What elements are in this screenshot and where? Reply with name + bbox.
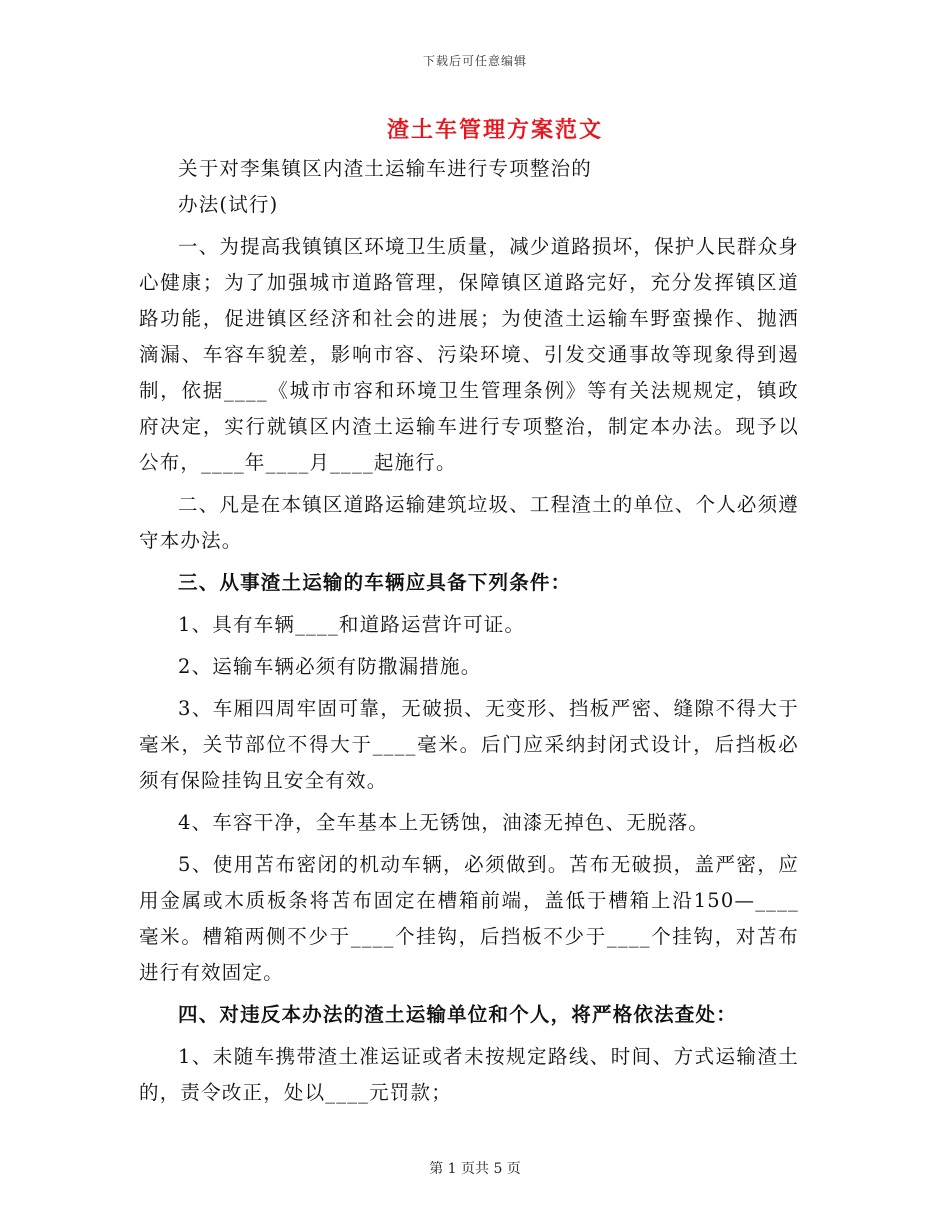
list-item-4-1: 1、未随车携带渣土准运证或者未按规定路线、时间、方式运输渣土的，责令改正，处以____元罚款； — [139, 1045, 799, 1104]
list-item-3-4: 4、车容干净，全车基本上无锈蚀，油漆无掉色、无脱落。 — [178, 811, 710, 834]
page-number: 第 1 页共 5 页 — [429, 1161, 521, 1177]
header-note: 下载后可任意编辑 — [422, 54, 527, 68]
list-item-3-3: 3、车厢四周牢固可靠，无破损、无变形、挡板严密、缝隙不得大于毫米，关节部位不得大于____毫米。后门应采纳封闭式设计，后挡板必须有保险挂钩且安全有效。 — [139, 697, 799, 792]
list-item-3-5: 5、使用苫布密闭的机动车辆，必须做到。苫布无破损，盖严密，应用金属或木质板条将苫布固定在槽箱前端，盖低于槽箱上沿150—____毫米。槽箱两侧不少于____个挂钩，后挡板不少于____个挂钩，对苫布进行有效固定。 — [139, 853, 799, 984]
document-body — [139, 151, 799, 1111]
paragraph-section-2: 二、凡是在本镇区道路运输建筑垃圾、工程渣土的单位、个人必须遵守本办法。 — [139, 493, 800, 552]
heading-section-4: 四、对违反本办法的渣土运输单位和个人，将严格依法查处： — [178, 1003, 737, 1026]
subtitle-line-2: 办法(试行) — [178, 193, 279, 216]
list-item-3-1: 1、具有车辆____和道路运营许可证。 — [178, 613, 526, 636]
paragraph-section-1: 一、为提高我镇镇区环境卫生质量，减少道路损坏，保护人民群众身心健康；为了加强城市道路管理，保障镇区道路完好，充分发挥镇区道路功能，促进镇区经济和社会的进展；为使渣土运输车野蛮操作、抛洒滴漏、车容车貌差，影响市容、污染环境、引发交通事故等现象得到遏制，依据____《城市市容和环境卫生管理条例》等有关法规规定，镇政府决定，实行就镇区内渣土运输车进行专项整治，制定本办法。现予以公布，____年____月____起施行。 — [139, 235, 800, 474]
heading-section-3: 三、从事渣土运输的车辆应具备下列条件： — [178, 571, 572, 594]
subtitle-line-1: 关于对李集镇区内渣土运输车进行专项整治的 — [178, 157, 593, 180]
document-title: 渣土车管理方案范文 — [386, 117, 603, 143]
list-item-3-2: 2、运输车辆必须有防撒漏措施。 — [178, 655, 482, 678]
